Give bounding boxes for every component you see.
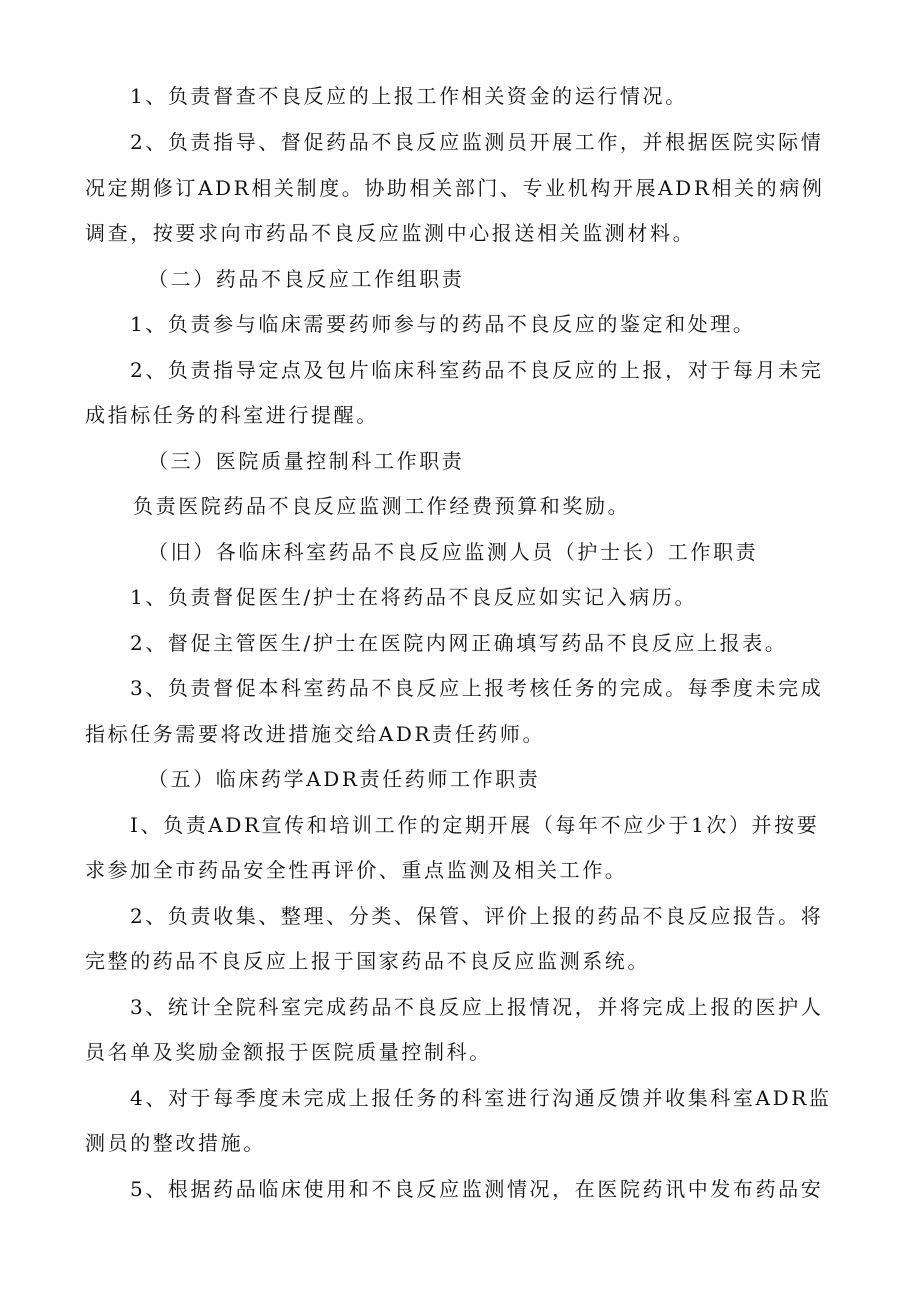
paragraph-line: 负责医院药品不良反应监测工作经费预算和奖励。 — [133, 494, 631, 518]
paragraph-line: 3、统计全院科室完成药品不良反应上报情况，并将完成上报的医护人 — [130, 995, 824, 1019]
paragraph-line: 2、负责指导、督促药品不良反应监测员开展工作，并根据医院实际情 — [130, 130, 824, 154]
paragraph-line: 况定期修订ADR相关制度。协助相关部门、专业机构开展ADR相关的病例 — [85, 176, 825, 200]
paragraph-line: 调查，按要求向市药品不良反应监测中心报送相关监测材料。 — [85, 221, 696, 245]
paragraph-line: 2、督促主管医生/护士在医院内网正确填写药品不良反应上报表。 — [130, 631, 788, 655]
paragraph-line: 成指标任务的科室进行提醒。 — [85, 403, 379, 427]
paragraph-line: 测员的整改措施。 — [85, 1131, 266, 1155]
paragraph-line: 5、根据药品临床使用和不良反应监测情况，在医院药讯中发布药品安 — [130, 1177, 824, 1201]
section-heading: （三）医院质量控制科工作职责 — [148, 449, 465, 473]
paragraph-line: 1、负责督查不良反应的上报工作相关资金的运行情况。 — [130, 84, 688, 108]
paragraph-line: 完整的药品不良反应上报于国家药品不良反应监测系统。 — [85, 949, 650, 973]
paragraph-line: 2、负责指导定点及包片临床科室药品不良反应的上报，对于每月未完 — [130, 358, 824, 382]
paragraph-line: I、负责ADR宣传和培训工作的定期开展（每年不应少于1次）并按要 — [130, 813, 820, 837]
paragraph-line: 1、负责督促医生/护士在将药品不良反应如实记入病历。 — [130, 585, 698, 609]
section-heading: （二）药品不良反应工作组职责 — [148, 267, 465, 291]
paragraph-line: 求参加全市药品安全性再评价、重点监测及相关工作。 — [85, 858, 628, 882]
paragraph-line: 2、负责收集、整理、分类、保管、评价上报的药品不良反应报告。将 — [130, 904, 824, 928]
paragraph-line: 4、对于每季度未完成上报任务的科室进行沟通反馈并收集科室ADR监 — [130, 1086, 832, 1110]
section-heading: （五）临床药学ADR责任药师工作职责 — [148, 767, 541, 791]
section-heading: （旧）各临床科室药品不良反应监测人员（护士长）工作职责 — [148, 540, 759, 564]
paragraph-line: 3、负责督促本科室药品不良反应上报考核任务的完成。每季度未完成 — [130, 676, 824, 700]
paragraph-line: 员名单及奖励金额报于医院质量控制科。 — [85, 1040, 492, 1064]
paragraph-line: 指标任务需要将改进措施交给ADR责任药师。 — [85, 722, 546, 746]
paragraph-line: 1、负责参与临床需要药师参与的药品不良反应的鉴定和处理。 — [130, 312, 756, 336]
